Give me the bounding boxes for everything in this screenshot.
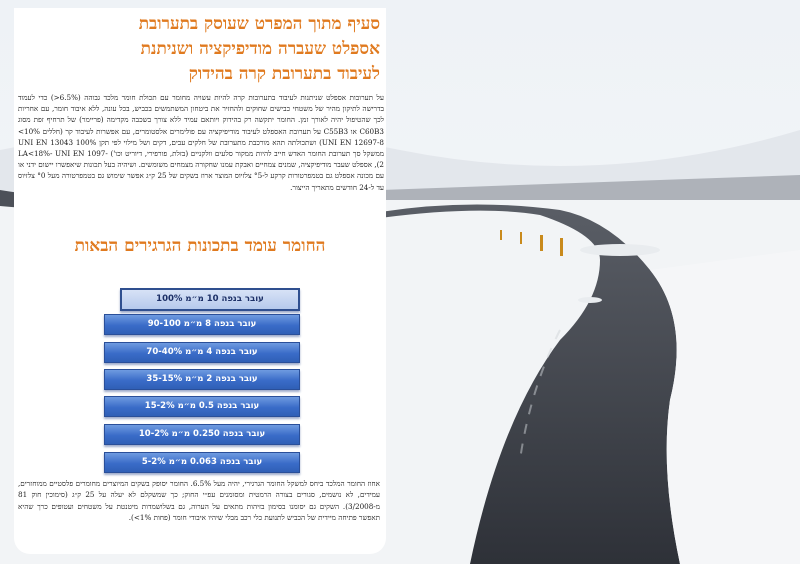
gradation-row: עובר בנפה 0.250 מ״מ 2%-10 xyxy=(104,424,300,445)
title-line: אספלט שעברה מודיפיקציה ושניתנת xyxy=(140,39,380,59)
footer-paragraph: אחוז החומר המלכד ביחס למשקל החומר הגרגירי, יהיה מעל 6.5%. החומר יסופק בשקים המיוצרים מחומרים פלסטיים ממוחזרים, עמידים, לא נושמים, סגורים בצורה הרמטית ומסומנים עפ״י החוק; כך שמשקלם לא יעלה על 25 ק״ג (סימוכין חוק 81 מ-3/2008). השקים גם יסומנו בסימון בזיהות מתאים על הערוה, גם בשלושמדות מיטנטת על משטחים ועטופים כרך שהיא תאפשר פתיחה מיידית של הכביש לתנועת כלי רכב מבלי שיהיו איבודי חומר (פחות 1%>). xyxy=(18,479,380,523)
gradation-row: עובר בנפה 4 מ״מ 40%-70 xyxy=(104,342,300,363)
gradation-row: עובר בנפה 0.5 מ״מ 2%-15 xyxy=(104,396,300,417)
gradation-row: עובר בנפה 8 מ״מ 90-100 xyxy=(104,314,300,335)
gradation-heading: החומר עומד בתכונות הגרגירים הבאות xyxy=(74,236,326,256)
gradation-row: עובר בנפה 2 מ״מ 15%-35 xyxy=(104,369,300,390)
intro-paragraph: על תערובות אספלט שניתנות לעיבוד בתערובות קרה להיות עשויה מחומר עם תכולת חומר מלכד גבוהה (6.5%<) כדי לעמוד בדרישה לתיקון מהיר של משטחי כבישים שחוקים ולהחזיר את ביטחון המשתמשים בכביש, בכל עונה, ללא איבוד חומר, עם אחריות לכך שהטיפול יהיה לאורך זמן. החומר יתקשה רק בהידוק ויותאם עמיד ללא צורך בשכבה מקדימה (פריימר) של תרחיף זפת מסוג C60B3 או C55B3 על תערובת האספלט לעיבוד מודיפיקציה עם פולימרים אלסטומרים, עם אפשרות לעיבוד קר (חללים 10%> UNI EN 12697-8) ושתכולתה תהא מורכבת מתערובת של חלקים עבים, דקים ושל מילוי לפי תקן UNI EN 13043 100% ממשקל סך תערובת החומר האדש חייב להיות ממקור סלעים וולקניים (בזלת, פורפירי, דיוריט וכו') LA<18%- UNI EN 1097-2), אספלט שעבר מודיפיקציה, שמנים צמחיים ואבקת עמנו שחקורה מצמחים משומשים. ושיהיה בעל תכונות שיאפשרו יישום ידני או עם מכונה אספלט גם בטמפרטורות קרקע ל-°5 צלזיוס המוצר ארוז בשקים של 25 ק״ג אפשר שימוש גם בטמפרטורה מעל °0 צלזיוס עד ל-24 חודשים מתאריך הייצור. xyxy=(18,93,385,192)
page-title xyxy=(20,12,380,87)
title-line: לעיבוד בתערובת קרה בהידוק xyxy=(188,64,380,84)
gradation-row: עובר בנפה 10 מ״מ 100% xyxy=(120,288,300,311)
gradation-row: עובר בנפה 0.063 מ״מ 2%-5 xyxy=(104,452,300,473)
title-line: סעיף מתוך המפרט שעוסק בתערובת xyxy=(138,14,380,34)
